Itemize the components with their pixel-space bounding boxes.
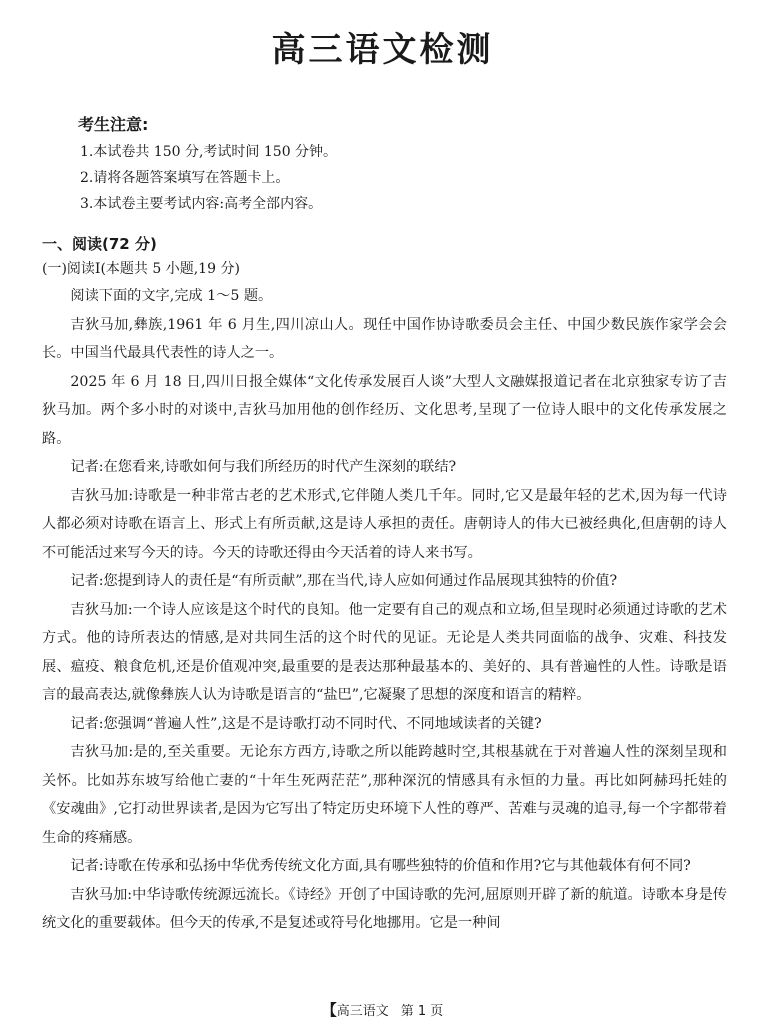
page-footer — [0, 999, 765, 1020]
paragraph: 记者:诗歌在传承和弘扬中华优秀传统文化方面,具有哪些独特的价值和作用?它与其他载体有何不同? — [70, 858, 691, 874]
section-heading: 一、阅读(72 分) — [42, 235, 157, 253]
page-title: 高三语文检测 — [271, 30, 494, 70]
paragraph: 吉狄马加:一个诗人应该是这个时代的良知。他一定要有自己的观点和立场,但呈现时必须通过诗歌的艺术方式。他的诗所表达的情感,是对共同生活的这个时代的见证。无论是人类共同面临的战争、灾难、科技发展、瘟疫、粮食危机,还是价值观冲突,最重要的是表达那种最基本的、美好的、具有普遍性的人性。诗歌是语言的最高表达,就像彝族人认为诗歌是语言的“盐巴”,它凝聚了思想的深度和语言的精粹。 — [42, 601, 727, 703]
footer-bracket: 【 — [321, 1001, 337, 1019]
notice-item: 2.请将各题答案填写在答题卡上。 — [80, 170, 290, 186]
notice-item: 3.本试卷主要考试内容:高考全部内容。 — [80, 196, 323, 212]
footer-subject: 高三语文 — [336, 1004, 389, 1019]
reading-section — [42, 232, 727, 938]
notice-item: 1.本试卷共 150 分,考试时间 150 分钟。 — [80, 144, 338, 160]
paragraph: 吉狄马加,彝族,1961 年 6 月生,四川凉山人。现任中国作协诗歌委员会主任、中国少数民族作家学会会长。中国当代最具代表性的诗人之一。 — [42, 316, 727, 361]
paragraph: 吉狄马加:是的,至关重要。无论东方西方,诗歌之所以能跨越时空,其根基就在于对普遍人性的深刻呈现和关怀。比如苏东坡写给他亡妻的“十年生死两茫茫”,那种深沉的情感具有永恒的力量。再比如阿赫玛托娃的《安魂曲》,它打动世界读者,是因为它写出了特定历史环境下人性的尊严、苦难与灵魂的追寻,每一个字都带着生命的疼痛感。 — [42, 744, 727, 846]
subsection-heading: (一)阅读Ⅰ(本题共 5 小题,19 分) — [42, 261, 240, 277]
paragraph: 吉狄马加:中华诗歌传统源远流长。《诗经》开创了中国诗歌的先河,屈原则开辟了新的航道。诗歌本身是传统文化的重要载体。但今天的传承,不是复述或符号化地挪用。它是一种间 — [42, 886, 727, 931]
candidate-notice — [78, 112, 678, 217]
paragraph: 记者:您强调“普遍人性”,这是不是诗歌打动不同时代、不同地域读者的关键? — [70, 715, 542, 732]
footer-page-number: 第 1 页 — [400, 1004, 444, 1019]
paragraph: 吉狄马加:诗歌是一种非常古老的艺术形式,它伴随人类几千年。同时,它又是最年轻的艺术,因为每一代诗人都必须对诗歌在语言上、形式上有所贡献,这是诗人承担的责任。唐朝诗人的伟大已被经典化,但唐朝的诗人不可能活过来写今天的诗。今天的诗歌还得由今天活着的诗人来书写。 — [42, 487, 727, 561]
paragraph: 2025 年 6 月 18 日,四川日报全媒体“文化传承发展百人谈”大型人文融媒报道记者在北京独家专访了吉狄马加。两个多小时的对谈中,吉狄马加用他的创作经历、文化思考,呈现了一位诗人眼中的文化传承发展之路。 — [42, 373, 727, 447]
paragraph: 记者:您提到诗人的责任是“有所贡献”,那在当代,诗人应如何通过作品展现其独特的价值? — [70, 573, 618, 589]
paragraph: 阅读下面的文字,完成 1～5 题。 — [70, 288, 273, 304]
paragraph: 记者:在您看来,诗歌如何与我们所经历的时代产生深刻的联结? — [70, 459, 457, 475]
notice-heading: 考生注意: — [78, 115, 149, 134]
